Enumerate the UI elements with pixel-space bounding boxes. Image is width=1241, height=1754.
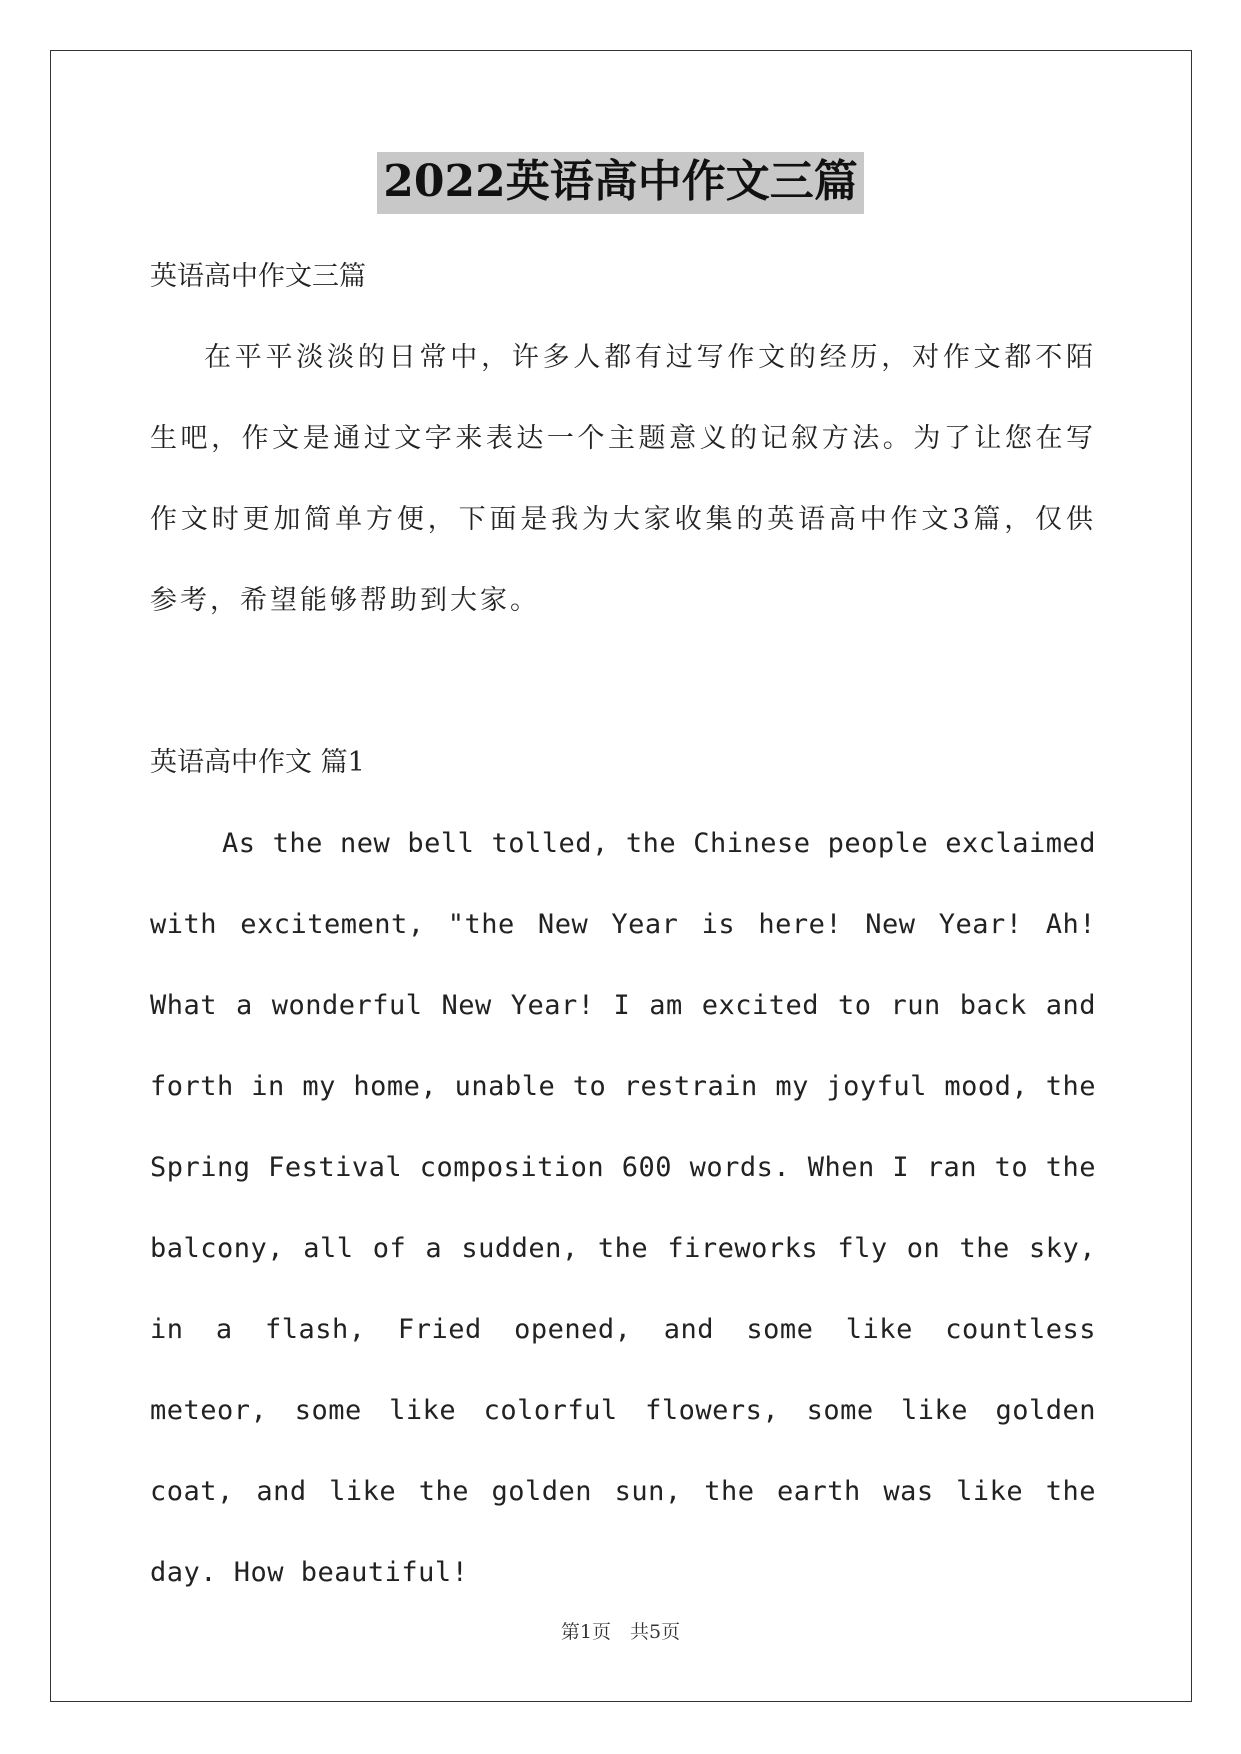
document-body <box>150 236 1096 1613</box>
page-footer: 第1页 共5页 <box>560 1621 681 1643</box>
essay-paragraph: As the new bell tolled, the Chinese people exclaimed with excitement, "the New Year is here! New Year! Ah! What a wonderful New Year! I am excited to run back and forth in my home, unable to restrain my joyful mood, the Spring Festival composition 600 words. When I ran to the balcony, all of a sudden, the fireworks fly on the sky, in a flash, Fried opened, and some like countless meteor, some like colorful flowers, some like golden coat, and like the golden sun, the earth was like the day. How beautiful! <box>150 828 1096 1588</box>
spacer <box>150 641 1096 722</box>
document-subtitle: 英语高中作文三篇 <box>150 261 366 292</box>
title-container <box>0 152 1241 214</box>
intro-paragraph: 在平平淡淡的日常中，许多人都有过写作文的经历，对作文都不陌生吧，作文是通过文字来表达一个主题意义的记叙方法。为了让您在写作文时更加简单方便，下面是我为大家收集的英语高中作文3篇，仅供参考，希望能够帮助到大家。 <box>150 342 1096 616</box>
section-heading: 英语高中作文 篇1 <box>150 747 365 778</box>
document-title: 2022英语高中作文三篇 <box>377 152 863 214</box>
